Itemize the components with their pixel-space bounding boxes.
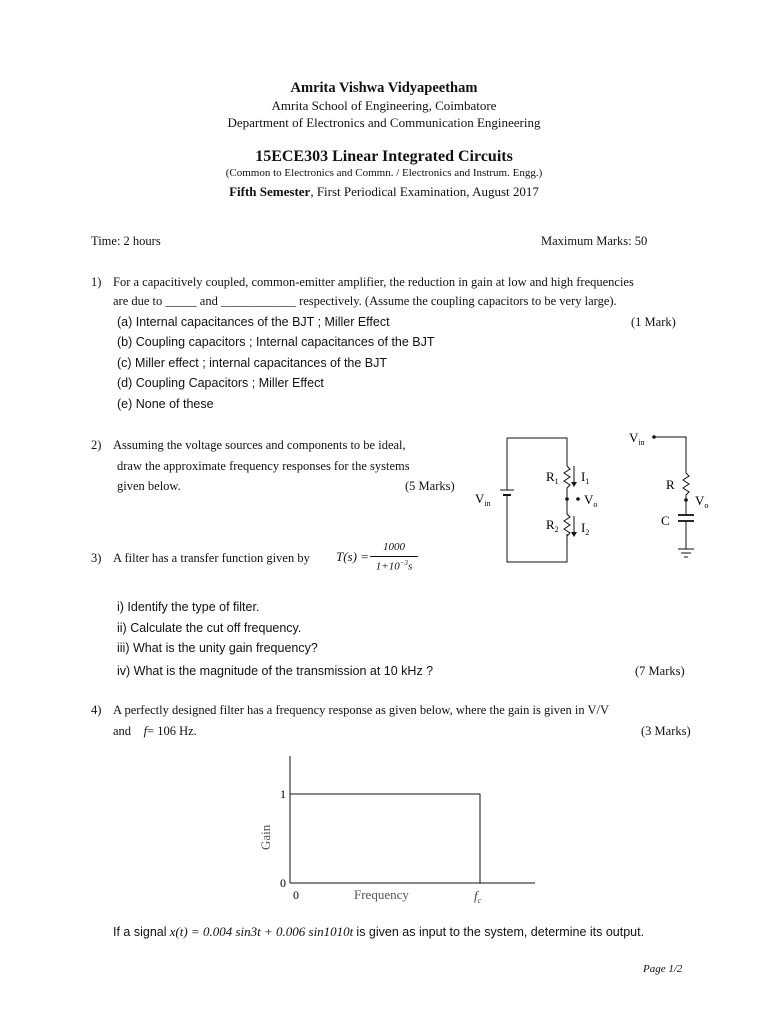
tf-numerator: 1000: [383, 541, 405, 553]
x-axis-label: Frequency: [354, 887, 409, 902]
c1-i1-label: $I_1$: [581, 469, 590, 486]
exam-name: , First Periodical Examination, August 2017: [310, 184, 539, 199]
exam-time: Time: 2 hours: [91, 234, 161, 248]
frequency-response-chart: [250, 750, 550, 910]
q1-line1: For a capacitively coupled, common-emitter amplifier, the reduction in gain at low and high frequencies: [113, 275, 634, 289]
tf-lhs: T(s) =: [336, 549, 369, 564]
semester: Fifth Semester: [229, 184, 311, 199]
q3-item-2: ii) Calculate the cut off frequency.: [117, 621, 302, 635]
y-axis-label: Gain: [258, 824, 273, 850]
c1-i2-label: $I_2$: [581, 520, 590, 537]
page-number: Page 1/2: [643, 963, 683, 975]
q4-marks: (3 Marks): [641, 724, 691, 738]
tf-fraction-bar: [370, 556, 418, 557]
q1-option-a: (a) Internal capacitances of the BJT ; Miller Effect: [117, 315, 390, 329]
q4-line1: A perfectly designed filter has a frequency response as given below, where the gain is given in V/V: [113, 703, 610, 717]
c1-vo-label: $V_o$: [584, 492, 598, 509]
c2-vo-label: $V_o$: [695, 493, 709, 510]
x-tick-fc: $f_c$: [474, 888, 482, 905]
q2-number: 2): [91, 438, 102, 452]
c2-c-label: C: [661, 513, 670, 528]
y-tick-1: 1: [280, 787, 286, 801]
q4-signal-line: If a signal x(t) = 0.004 sin3t + 0.006 sin1010t is given as input to the system, determine its output.: [113, 924, 645, 939]
q1-marks: (1 Mark): [631, 315, 676, 329]
tf-denominator: $1+10^{-3}s$: [375, 559, 413, 573]
course-title: 15ECE303 Linear Integrated Circuits: [255, 148, 513, 165]
circuit-voltage-divider: [470, 430, 600, 570]
y-tick-0: 0: [280, 876, 286, 890]
q3-item-1: i) Identify the type of filter.: [117, 600, 260, 614]
c2-r-label: R: [666, 477, 675, 492]
q3-item-3: iii) What is the unity gain frequency?: [117, 641, 318, 655]
q2-marks: (5 Marks): [405, 479, 455, 493]
common-to: (Common to Electronics and Commn. / Electronics and Instrum. Engg.): [225, 167, 543, 179]
department-name: Department of Electronics and Communication Engineering: [227, 115, 541, 130]
q1-option-e: (e) None of these: [117, 397, 214, 411]
q1-option-c: (c) Miller effect ; internal capacitances of the BJT: [117, 356, 388, 370]
q3-intro: A filter has a transfer function given by: [113, 551, 310, 565]
q4-line2: and f= 106 Hz.: [113, 724, 197, 738]
c1-r2-label: $R_2$: [546, 517, 559, 534]
q3-item-4: iv) What is the magnitude of the transmission at 10 kHz ?: [117, 664, 434, 678]
x-tick-0: 0: [293, 888, 299, 902]
signal-equation: x(t) = 0.004 sin3t + 0.006 sin1010t: [169, 924, 354, 939]
c2-vin-label: $V_{in}$: [629, 430, 645, 447]
q3-number: 3): [91, 551, 102, 565]
q1-option-b: (b) Coupling capacitors ; Internal capacitances of the BJT: [117, 335, 435, 349]
q1-option-d: (d) Coupling Capacitors ; Miller Effect: [117, 376, 324, 390]
q3-marks: (7 Marks): [635, 664, 685, 678]
exam-line: [0, 184, 768, 200]
q4-number: 4): [91, 703, 102, 717]
school-name: Amrita School of Engineering, Coimbatore: [271, 98, 497, 113]
q2-line3: given below.: [117, 479, 181, 493]
q2-line2: draw the approximate frequency responses for the systems: [117, 459, 410, 473]
circuit-rc-lowpass: [625, 425, 725, 565]
max-marks: Maximum Marks: 50: [541, 234, 648, 248]
university-name: Amrita Vishwa Vidyapeetham: [290, 80, 478, 96]
c1-vin-label: $V_{in}$: [475, 491, 491, 508]
c1-r1-label: $R_1$: [546, 469, 559, 486]
q1-line2: are due to _____ and ____________ respectively. (Assume the coupling capacitors to be very large).: [113, 294, 617, 308]
response-series-line: [290, 794, 480, 883]
q1-number: 1): [91, 275, 102, 289]
q2-line1: Assuming the voltage sources and components to be ideal,: [113, 438, 406, 452]
